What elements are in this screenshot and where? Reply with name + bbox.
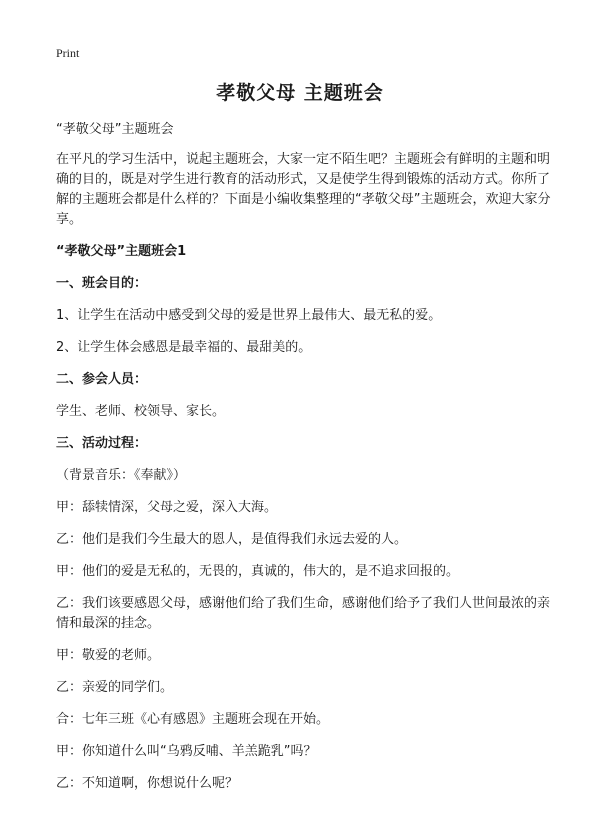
section-heading-goals: 一、班会目的： [56, 276, 148, 291]
script-line: （背景音乐：《奉献》） [56, 468, 187, 483]
document-body [56, 120, 556, 806]
goal-item-1: 1、让学生在活动中感受到父母的爱是世界上最伟大、最无私的爱。 [56, 308, 442, 323]
goal-item-2: 2、让学生体会感恩是最幸福的、最甜美的。 [56, 340, 312, 355]
script-line: 甲：你知道什么叫“乌鸦反哺、羊羔跪乳”吗？ [56, 744, 317, 759]
script-line: 甲：敬爱的老师。 [56, 648, 161, 663]
script-line: 合：七年三班《心有感恩》主题班会现在开始。 [56, 712, 330, 727]
participants-text: 学生、老师、校领导、家长。 [56, 404, 226, 419]
section-heading-process: 三、活动过程： [56, 436, 148, 451]
script-line: 乙：他们是我们今生最大的恩人，是值得我们永远去爱的人。 [56, 532, 408, 547]
document-title: 孝敬父母 主题班会 [216, 82, 384, 104]
script-line: 乙：不知道啊，你想说什么呢？ [56, 776, 239, 791]
script-line: 甲：他们的爱是无私的，无畏的，真诚的，伟大的，是不追求回报的。 [56, 564, 460, 579]
print-label[interactable]: Print [56, 46, 80, 60]
intro-paragraph: 在平凡的学习生活中，说起主题班会，大家一定不陌生吧？主题班会有鲜明的主题和明确的目的，既是对学生进行教育的活动形式，又是使学生得到锻炼的活动方式。你所了解的主题班会都是什么样的？下面是小编收集整理的“孝敬父母”主题班会，欢迎大家分享。 [56, 152, 551, 227]
script-line: 甲：舔犊情深，父母之爱，深入大海。 [56, 500, 278, 515]
script-line: 乙：亲爱的同学们。 [56, 680, 174, 695]
section-heading-participants: 二、参会人员： [56, 372, 148, 387]
part-title: “孝敬父母”主题班会1 [56, 244, 187, 259]
script-line: 乙：我们该要感恩父母，感谢他们给了我们生命，感谢他们给予了我们人世间最浓的亲情和最深的挂念。 [56, 596, 551, 631]
document-subtitle: “孝敬父母”主题班会 [56, 122, 174, 137]
